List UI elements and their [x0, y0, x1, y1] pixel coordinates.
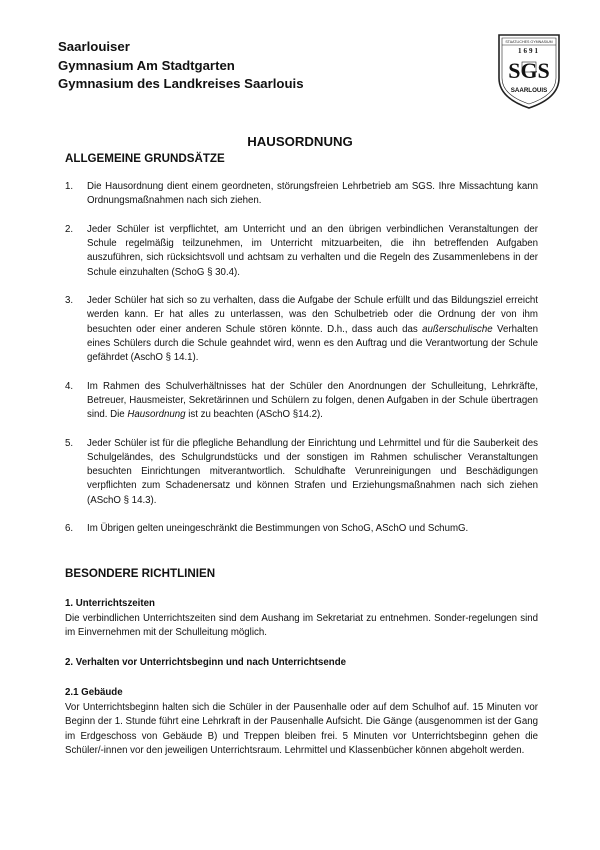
- list-item: [65, 294, 538, 365]
- list-item: [65, 180, 538, 208]
- list-item-number: 1.: [65, 181, 74, 192]
- list-item-emphasis: Hausordnung: [127, 409, 186, 421]
- school-crest-icon: [496, 32, 562, 110]
- list-item-number: 2.: [65, 223, 74, 235]
- list-item-number: 5.: [65, 437, 74, 449]
- list-item-emphasis: außerschulische: [422, 323, 493, 335]
- crest-town: SAARLOUIS: [510, 87, 548, 94]
- subsection-heading: 2.1 Gebäude: [65, 687, 123, 698]
- list-item-text: Die Hausordnung dient einem geordneten, störungsfreien Lehrbetrieb am SGS. Ihre Missachtung kann Ordnungsmaßnahmen nach sich ziehen.: [87, 181, 538, 207]
- list-item: [65, 223, 538, 280]
- document-title: HAUSORDNUNG: [247, 134, 353, 149]
- list-item-number: 6.: [65, 523, 74, 535]
- section-heading-special: BESONDERE RICHTLINIEN: [65, 567, 216, 580]
- subsection-heading: 1. Unterrichtszeiten: [65, 598, 155, 609]
- crest-year: 1691: [518, 47, 540, 55]
- list-item: [65, 380, 538, 423]
- list-item-text: ist zu beachten (ASchO §14.2).: [185, 409, 323, 421]
- list-item: [65, 522, 538, 536]
- list-item: [65, 437, 538, 508]
- school-name-line-2: Gymnasium Am Stadtgarten: [58, 57, 235, 73]
- crest-letters: SGS: [508, 58, 550, 83]
- list-item-text: Jeder Schüler hat sich so zu verhalten, dass die Aufgabe der Schule erfüllt und das Bildungsziel erreicht werden kann. Er hat alles zu unterlassen, was den Schulbetrieb oder die Ordnung der von ihm besuchten oder einer anderen Schule stören könnte. D.h., dass auch das: [87, 295, 538, 335]
- subsection-behaviour: [65, 656, 538, 671]
- subsection-text: Die verbindlichen Unterrichtszeiten sind dem Aushang im Sekretariat zu entnehmen. Sonder-regelungen sind im Einvernehmen mit der Schulleitung möglich.: [65, 612, 538, 638]
- list-item-text: Im Übrigen gelten uneingeschränkt die Bestimmungen von SchoG, ASchO und SchumG.: [87, 523, 469, 535]
- list-item-number: 3.: [65, 295, 74, 307]
- school-name-line-1: Saarlouiser: [58, 39, 130, 54]
- section-heading-general: ALLGEMEINE GRUNDSÄTZE: [65, 152, 225, 165]
- school-name: [58, 38, 304, 94]
- subsection-building: [65, 686, 538, 759]
- subsection-heading: 2. Verhalten vor Unterrichtsbeginn und nach Unterrichtsende: [65, 657, 346, 668]
- list-item-text: Verhalten eines Schülers durch die Schule geahndet wird, wenn es den Auftrag und die Verantwortung der Schule gefährdet (AschO § 14.1).: [87, 323, 538, 364]
- list-item-text: Jeder Schüler ist für die pflegliche Behandlung der Einrichtung und Lehrmittel und für die Sauberkeit des Schulgeländes, des Schulgrundstücks und der sonstigen im Rahmen schulischer Veranstaltungen besuchten Einrichtungen mitverantwortlich. Schuldhafte Verunreinigungen und Beschädigungen verpflichten zum Schadenersatz und können Strafen und Erziehungsmaßnahmen nach sich ziehen (ASchO § 14.3).: [87, 437, 538, 506]
- school-name-line-3: Gymnasium des Landkreises Saarlouis: [58, 76, 304, 91]
- subsection-teaching-times: [65, 597, 538, 641]
- list-item-number: 4.: [65, 380, 74, 392]
- crest-top-band: STAATLICHES GYMNASIUM: [505, 40, 553, 44]
- list-item-text: Im Rahmen des Schulverhältnisses hat der Schüler den Anordnungen der Schulleitung, Lehrkräfte, Betreuer, Hausmeister, Sekretärinnen und Schülern zu folgen, denen Aufgaben in der Schule übertragen sind. Die: [87, 380, 538, 421]
- general-principles-list: [65, 180, 538, 551]
- list-item-text: Jeder Schüler ist verpflichtet, am Unterricht und an den übrigen verbindlichen Veranstaltungen der Schule regelmäßig teilzunehmen, im Unterricht mitzuarbeiten, die ihn betreffenden Aufgaben auszuführen, sich rücksichtsvoll und achtsam zu verhalten und die Regeln des Zusammenlebens in der Schule einzuhalten (SchoG § 30.4).: [87, 223, 538, 278]
- subsection-text: Vor Unterrichtsbeginn halten sich die Schüler in der Pausenhalle oder auf dem Schulhof auf. 15 Minuten vor Beginn der 1. Stunde führt eine Lehrkraft in der Pausenhalle Aufsicht. Die Gänge (ausgenommen ist der Gang im Erdgeschoss von Gebäude B) und Treppen bleiben frei. 5 Minuten vor Unterrichtsbeginn gehen die Schüler/-innen vor den jeweiligen Unterrichtsraum. Lehrmittel und Klassenbücher können abgeholt werden.: [65, 701, 538, 756]
